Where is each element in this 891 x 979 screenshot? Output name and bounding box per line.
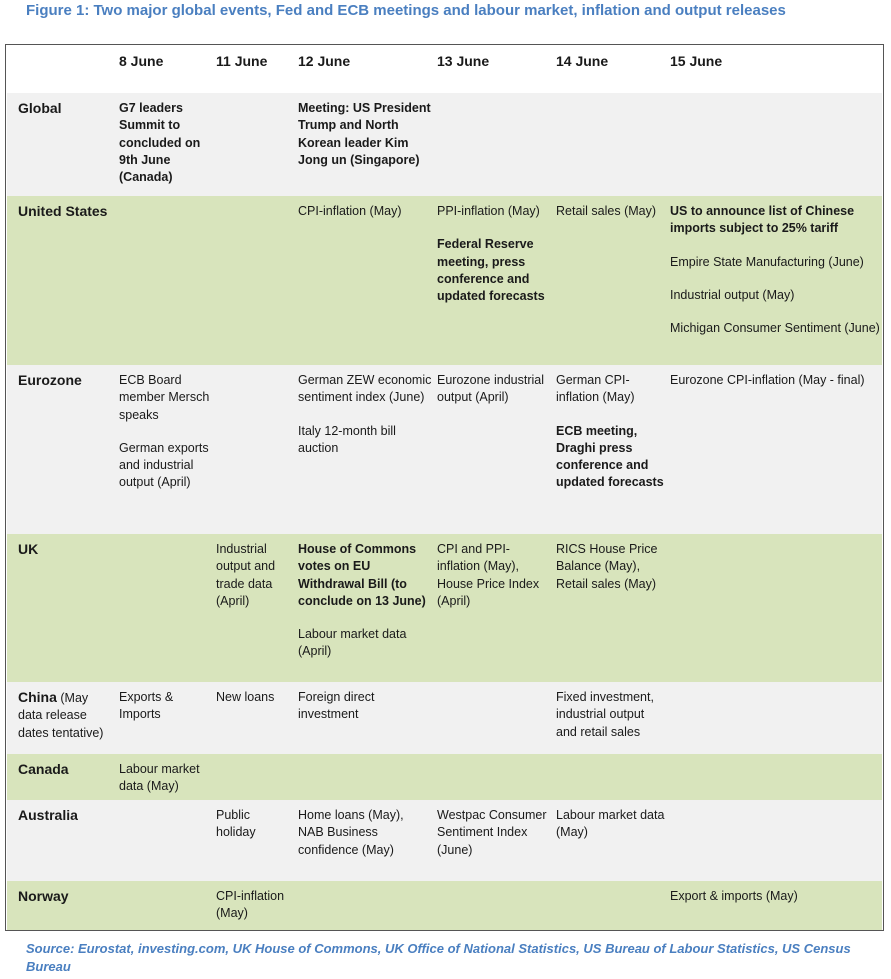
event-cell — [216, 888, 292, 923]
event-item: ECB Board member Mersch speaks — [119, 373, 210, 422]
event-cell — [670, 888, 880, 905]
header-date: 14 June — [556, 53, 609, 69]
table-row — [7, 800, 882, 881]
event-item: CPI-inflation (May) — [216, 889, 285, 921]
event-cell — [556, 807, 666, 842]
event-item: RICS House Price Balance (May), Retail sales (May) — [556, 542, 658, 591]
table-row — [7, 196, 882, 365]
event-item: New loans — [216, 690, 275, 704]
event-item: PPI-inflation (May) — [437, 204, 540, 218]
event-item: CPI-inflation (May) — [298, 204, 402, 218]
event-cell — [119, 100, 211, 186]
event-item: Italy 12-month bill auction — [298, 423, 396, 455]
table-header-row — [7, 46, 882, 93]
event-cell — [556, 689, 666, 741]
event-item: Industrial output (May) — [670, 287, 795, 302]
event-item: CPI and PPI-inflation (May), House Price Index (April) — [437, 542, 540, 608]
region-cell — [18, 100, 114, 118]
event-item: Fixed investment, industrial output and retail sales — [556, 690, 654, 739]
event-cell — [298, 100, 432, 169]
event-cell — [437, 372, 552, 407]
header-date: 12 June — [298, 53, 351, 69]
event-item: German CPI-inflation (May) — [556, 373, 635, 405]
header-date: 11 June — [216, 53, 268, 69]
table-row — [7, 682, 882, 754]
event-cell — [216, 689, 292, 706]
event-cell — [298, 807, 432, 859]
event-cell — [556, 541, 666, 593]
header-date: 15 June — [670, 53, 723, 69]
key-event: G7 leaders Summit to concluded on 9th June (Canada) — [119, 101, 201, 185]
event-item: Empire State Manufacturing (June) — [670, 254, 864, 269]
event-item: Industrial output and trade data (April) — [216, 542, 276, 608]
table-row — [7, 93, 882, 196]
region-name: China — [18, 689, 57, 705]
event-cell — [119, 761, 211, 796]
event-cell — [437, 203, 552, 305]
key-event: US to announce list of Chinese imports subject to 25% tariff — [670, 204, 855, 236]
event-item: Foreign direct investment — [298, 690, 375, 722]
event-cell — [670, 372, 880, 389]
table-row — [7, 881, 882, 930]
event-item: Exports & Imports — [119, 690, 174, 722]
header-date: 13 June — [437, 53, 490, 69]
event-item: German exports and industrial output (April) — [119, 440, 209, 490]
region-cell — [18, 761, 114, 779]
event-item: Public holiday — [216, 808, 256, 840]
key-event: Meeting: US President Trump and North Korean leader Kim Jong un (Singapore) — [298, 101, 431, 167]
region-cell — [18, 807, 114, 825]
region-cell — [18, 689, 114, 742]
region-name: Canada — [18, 761, 69, 777]
event-item: Eurozone CPI-inflation (May - final) — [670, 373, 865, 387]
table-row — [7, 754, 882, 800]
event-cell — [556, 372, 666, 492]
region-cell — [18, 203, 114, 221]
event-cell — [437, 541, 552, 610]
region-cell — [18, 372, 114, 390]
event-cell — [298, 541, 432, 661]
event-item: Labour market data (May) — [556, 808, 665, 840]
region-name: Norway — [18, 888, 69, 904]
event-item: Labour market data (April) — [298, 627, 407, 659]
event-cell — [556, 203, 666, 220]
event-item: Retail sales (May) — [556, 204, 657, 218]
key-event: House of Commons votes on EU Withdrawal Bill (to conclude on 13 June) — [298, 542, 426, 608]
figure-title: Figure 1: Two major global events, Fed and ECB meetings and labour market, inflation and output releases — [26, 2, 786, 19]
header-date: 8 June — [119, 53, 164, 69]
region-name: Eurozone — [18, 372, 82, 388]
region-name: United States — [18, 203, 108, 219]
event-item: German ZEW economic sentiment index (June) — [298, 373, 432, 405]
region-cell — [18, 541, 114, 559]
region-cell — [18, 888, 114, 906]
key-event: Federal Reserve meeting, press conference and updated forecasts — [437, 237, 545, 304]
key-event: ECB meeting, Draghi press conference and updated forecasts — [556, 423, 664, 490]
event-item: Michigan Consumer Sentiment (June) — [670, 321, 880, 336]
region-note: (May data release dates tentative) — [18, 691, 104, 740]
event-cell — [216, 807, 292, 842]
event-item: Eurozone industrial output (April) — [437, 373, 545, 405]
event-cell — [119, 689, 211, 724]
events-calendar-table — [5, 44, 884, 931]
event-cell — [670, 203, 880, 337]
event-cell — [437, 807, 552, 859]
event-cell — [298, 689, 432, 724]
event-cell — [216, 541, 292, 610]
event-cell — [298, 203, 432, 220]
region-name: UK — [18, 541, 39, 557]
event-item: Home loans (May), NAB Business confidence (May) — [298, 808, 404, 857]
event-item: Labour market data (May) — [119, 762, 200, 794]
table-row — [7, 365, 882, 534]
event-item: Export & imports (May) — [670, 889, 798, 903]
event-item: Westpac Consumer Sentiment Index (June) — [437, 808, 547, 857]
source-note: Source: Eurostat, investing.com, UK House of Commons, UK Office of National Statistics, US Bureau of Labour Statistics, US Census Bureau — [26, 941, 851, 974]
event-cell — [119, 372, 211, 492]
region-name: Australia — [18, 807, 78, 823]
table-row — [7, 534, 882, 682]
region-name: Global — [18, 100, 62, 116]
event-cell — [298, 372, 432, 457]
